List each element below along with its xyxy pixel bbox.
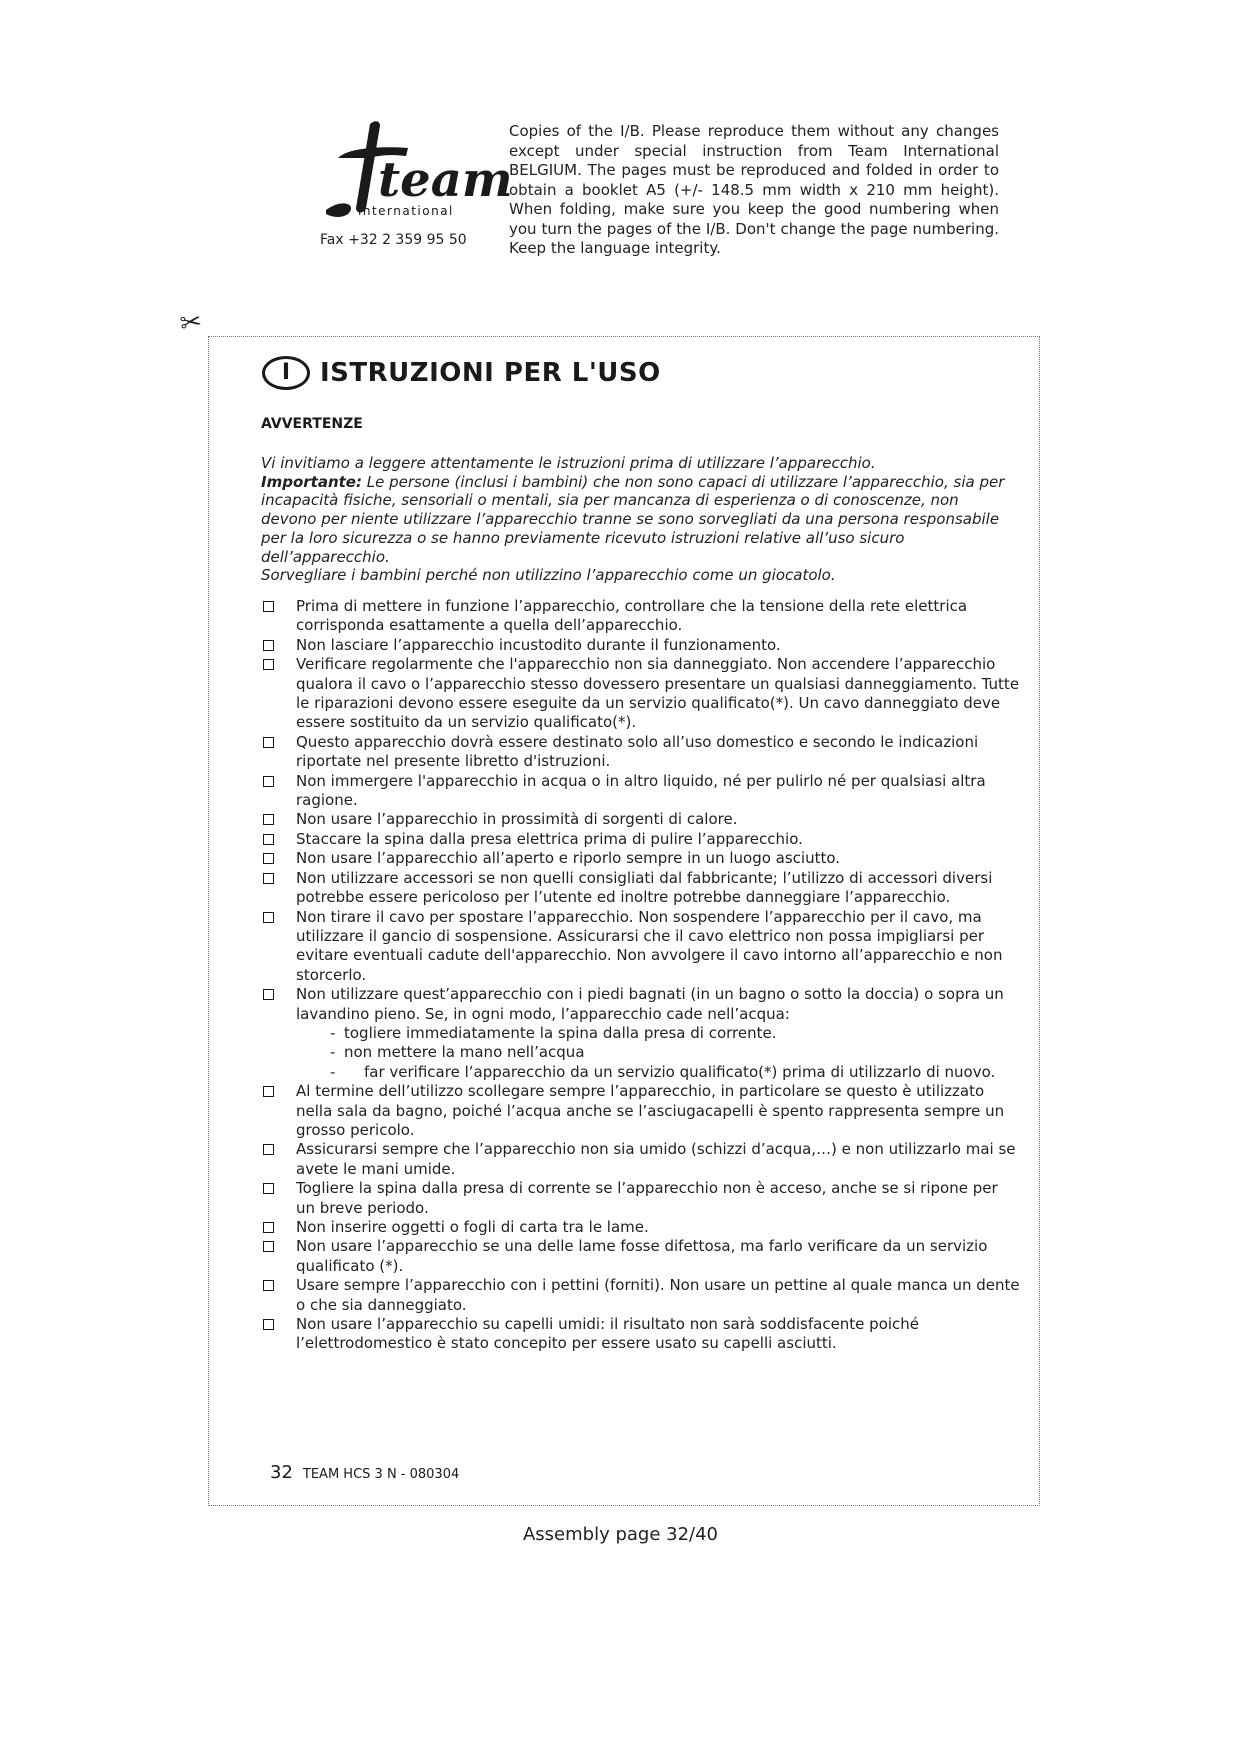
page-number: 32	[270, 1462, 293, 1483]
list-item: Usare sempre l’apparecchio con i pettini (forniti). Non usare un pettine al quale manca un dente o che sia danneggiato.	[261, 1276, 1021, 1315]
sub-item: - non mettere la mano nell’acqua	[330, 1043, 585, 1062]
list-item: Assicurarsi sempre che l’apparecchio non sia umido (schizzi d’acqua,…) e non utilizzarlo mai se avete le mani umide.	[261, 1140, 1021, 1179]
checkbox-bullet-icon	[263, 814, 274, 825]
checkbox-bullet-icon	[263, 776, 274, 787]
language-badge: I	[262, 356, 310, 390]
list-item: Non usare l’apparecchio all’aperto e riporlo sempre in un luogo asciutto.	[261, 849, 1021, 868]
section-title-row	[262, 356, 661, 390]
list-item: Non usare l’apparecchio se una delle lame fosse difettosa, ma farlo verificare da un servizio qualificato (*).	[261, 1237, 1021, 1276]
checkbox-bullet-icon	[263, 912, 274, 923]
warnings-heading: AVVERTENZE	[261, 416, 363, 432]
checkbox-bullet-icon	[263, 853, 274, 864]
list-item: Non utilizzare accessori se non quelli consigliati dal fabbricante; l’utilizzo di accessori diversi potrebbe essere pericoloso per l’utente ed inoltre potrebbe danneggiare l’apparecchio.	[261, 869, 1021, 908]
assembly-page-label: Assembly page 32/40	[522, 1524, 719, 1545]
list-item: Non usare l’apparecchio su capelli umidi: il risultato non sarà soddisfacente poiché l’elettrodomestico è stato concepito per essere usato su capelli asciutti.	[261, 1315, 1021, 1354]
logo-subtitle: international	[358, 204, 454, 218]
checkbox-bullet-icon	[263, 659, 274, 670]
sub-item: - far verificare l’apparecchio da un servizio qualificato(*) prima di utilizzarlo di nuovo.	[330, 1062, 996, 1081]
checkbox-bullet-icon	[263, 1319, 274, 1330]
checkbox-bullet-icon	[263, 873, 274, 884]
list-item: Non tirare il cavo per spostare l’apparecchio. Non sospendere l’apparecchio per il cavo, ma utilizzare il gancio di sospensione. Assicurarsi che il cavo elettrico non possa impigliarsi per evitare eventuali cadute dell'apparecchio. Non avvolgere il cavo intorno all’apparecchio e non storcerlo.	[261, 908, 1021, 986]
list-item: Prima di mettere in funzione l’apparecchio, controllare che la tensione della rete elettrica corrisponda esattamente a quella dell’apparecchio.	[261, 597, 1021, 636]
checkbox-bullet-icon	[263, 1280, 274, 1291]
section-title: ISTRUZIONI PER L'USO	[320, 358, 661, 388]
checkbox-bullet-icon	[263, 737, 274, 748]
checkbox-bullet-icon	[263, 1183, 274, 1194]
checkbox-bullet-icon	[263, 1222, 274, 1233]
logo-wordmark: team	[378, 152, 513, 208]
important-label: Importante:	[261, 472, 362, 491]
list-item: Verificare regolarmente che l'apparecchio non sia danneggiato. Non accendere l’apparecchio qualora il cavo o l’apparecchio stesso dovessero presentare un qualsiasi danneggiamento. Tutte le riparazioni devono essere eseguite da un servizio qualificato(*). Un cavo danneggiato deve essere sostituito da un servizio qualificato(*).	[261, 655, 1021, 733]
list-item: Questo apparecchio dovrà essere destinato solo all’uso domestico e secondo le indicazioni riportate nel presente libretto d'istruzioni.	[261, 733, 1021, 772]
intro-line-3: Sorvegliare i bambini perché non utilizzino l’apparecchio come un giocatolo.	[261, 566, 836, 585]
checkbox-bullet-icon	[263, 1144, 274, 1155]
checkbox-bullet-icon	[263, 1241, 274, 1252]
intro-block	[261, 454, 1006, 585]
team-logo	[318, 118, 513, 228]
checkbox-bullet-icon	[263, 601, 274, 612]
intro-line-1: Vi invitiamo a leggere attentamente le istruzioni prima di utilizzare l’apparecchio.	[261, 454, 876, 472]
fax-number: Fax +32 2 359 95 50	[320, 232, 467, 248]
list-item: Al termine dell’utilizzo scollegare sempre l’apparecchio, in particolare se questo è utilizzato nella sala da bagno, poiché l’acqua anche se l’asciugacapelli è spento rappresenta sempre un grosso pericolo.	[261, 1082, 1021, 1140]
list-item: Togliere la spina dalla presa di corrente se l’apparecchio non è acceso, anche se si ripone per un breve periodo.	[261, 1179, 1021, 1218]
warning-list	[261, 597, 1021, 1354]
list-item: Non immergere l'apparecchio in acqua o in altro liquido, né per pulirlo né per qualsiasi altra ragione.	[261, 772, 1021, 811]
copies-note-text: Copies of the I/B. Please reproduce them without any changes except under special instruction from Team International BELGIUM. The pages must be reproduced and folded in order to obtain a booklet A5 (+/- 148.5 mm width x 210 mm height). When folding, make sure you keep the good numbering when you turn the pages of the I/B. Don't change the page numbering. Keep the language integrity.	[509, 122, 999, 257]
list-item: Non utilizzare quest’apparecchio con i piedi bagnati (in un bagno o sotto la doccia) o sopra un lavandino pieno. Se, in ogni modo, l’apparecchio cade nell’acqua: - togliere immediatamente la spina dalla presa di corrente. - non mettere la mano nell’acqua - far verificare l’apparecchio da un servizio qualificato(*) prima di utilizzarlo di nuovo.	[261, 985, 1021, 1082]
sub-item: - togliere immediatamente la spina dalla presa di corrente.	[330, 1023, 777, 1042]
checkbox-bullet-icon	[263, 834, 274, 845]
list-item: Staccare la spina dalla presa elettrica prima di pulire l’apparecchio.	[261, 830, 1021, 849]
checkbox-bullet-icon	[263, 1086, 274, 1097]
water-sublist	[296, 1024, 1021, 1082]
intro-important	[261, 473, 1006, 567]
checkbox-bullet-icon	[263, 640, 274, 651]
list-item: Non inserire oggetti o fogli di carta tra le lame.	[261, 1218, 1021, 1237]
scissors-icon: ✂	[178, 306, 204, 340]
checkbox-bullet-icon	[263, 989, 274, 1000]
important-text: Le persone (inclusi i bambini) che non sono capaci di utilizzare l’apparecchio, sia per incapacità fisiche, sensoriali o mentali, sia per mancanza di esperienza o di conoscenze, non devono per niente utilizzare l’apparecchio tranne se sono sorvegliati da una persona responsabile per la loro sicurezza o se hanno previamente ricevuto istruzioni relative all’uso sicuro dell’apparecchio.	[261, 472, 1005, 566]
list-item: Non usare l’apparecchio in prossimità di sorgenti di calore.	[261, 810, 1021, 829]
list-item: Non lasciare l’apparecchio incustodito durante il funzionamento.	[261, 636, 1021, 655]
page-footer	[270, 1462, 459, 1483]
model-code: TEAM HCS 3 N - 080304	[302, 1467, 460, 1482]
copies-note	[509, 122, 999, 259]
